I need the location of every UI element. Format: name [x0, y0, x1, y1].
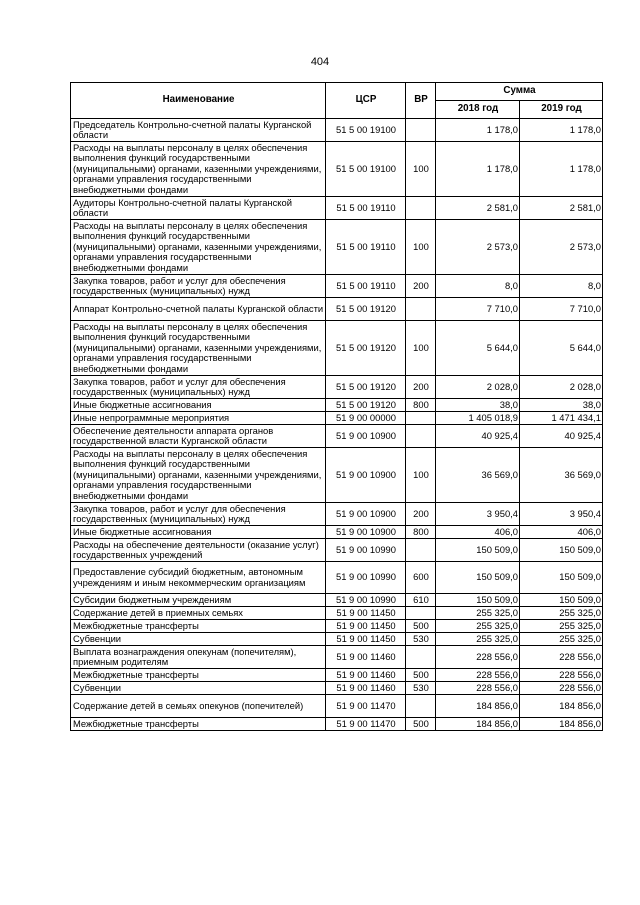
table-row: [71, 607, 603, 620]
row-sum-2018: 228 556,0: [436, 682, 520, 695]
row-sum-2019: 255 325,0: [520, 620, 603, 633]
row-sum-2018: 40 925,4: [436, 425, 520, 448]
row-csr-code: 51 5 00 19100: [326, 119, 406, 142]
row-csr-code: 51 9 00 10900: [326, 448, 406, 503]
table-row: [71, 594, 603, 607]
row-sum-2019: 184 856,0: [520, 695, 603, 718]
row-sum-2018: 2 573,0: [436, 220, 520, 275]
row-vr-code: 200: [406, 376, 436, 399]
row-csr-code: 51 9 00 11470: [326, 695, 406, 718]
row-name: Закупка товаров, работ и услуг для обеспечения государственных (муниципальных) нужд: [71, 503, 326, 526]
row-vr-code: 100: [406, 220, 436, 275]
row-sum-2019: 36 569,0: [520, 448, 603, 503]
row-name: Расходы на выплаты персоналу в целях обеспечения выполнения функций государственными (муниципальными) органами, казенными учреждениями, органами управления государственными внебюджетными фондами: [71, 448, 326, 503]
row-name: Расходы на выплаты персоналу в целях обеспечения выполнения функций государственными (муниципальными) органами, казенными учреждениями, органами управления государственными внебюджетными фондами: [71, 220, 326, 275]
row-name: Субвенции: [71, 682, 326, 695]
table-row: [71, 142, 603, 197]
row-sum-2018: 255 325,0: [436, 633, 520, 646]
row-name: Субвенции: [71, 633, 326, 646]
row-sum-2018: 2 028,0: [436, 376, 520, 399]
row-name: Содержание детей в семьях опекунов (попечителей): [71, 695, 326, 718]
header-sum: Сумма: [436, 83, 603, 101]
row-sum-2018: 184 856,0: [436, 718, 520, 731]
row-name: Председатель Контрольно-счетной палаты Курганской области: [71, 119, 326, 142]
row-vr-code: 530: [406, 633, 436, 646]
row-sum-2019: 2 028,0: [520, 376, 603, 399]
table-row: [71, 220, 603, 275]
row-sum-2018: 228 556,0: [436, 669, 520, 682]
row-csr-code: 51 9 00 10900: [326, 425, 406, 448]
row-csr-code: 51 5 00 19120: [326, 399, 406, 412]
row-vr-code: 500: [406, 620, 436, 633]
row-name: Иные бюджетные ассигнования: [71, 399, 326, 412]
row-csr-code: 51 9 00 10900: [326, 526, 406, 539]
row-csr-code: 51 9 00 00000: [326, 412, 406, 425]
page-number: 404: [310, 56, 330, 68]
row-vr-code: [406, 298, 436, 321]
table-row: [71, 197, 603, 220]
row-sum-2019: 2 573,0: [520, 220, 603, 275]
row-name: Аудиторы Контрольно-счетной палаты Курганской области: [71, 197, 326, 220]
row-sum-2018: 36 569,0: [436, 448, 520, 503]
row-csr-code: 51 9 00 11450: [326, 607, 406, 620]
table-row: [71, 448, 603, 503]
row-sum-2018: 150 509,0: [436, 562, 520, 594]
row-vr-code: 800: [406, 399, 436, 412]
row-sum-2018: 5 644,0: [436, 321, 520, 376]
row-sum-2018: 406,0: [436, 526, 520, 539]
row-csr-code: 51 9 00 10900: [326, 503, 406, 526]
row-sum-2019: 5 644,0: [520, 321, 603, 376]
row-vr-code: 500: [406, 718, 436, 731]
table-row: [71, 695, 603, 718]
row-vr-code: [406, 646, 436, 669]
row-csr-code: 51 9 00 10990: [326, 594, 406, 607]
row-sum-2018: 255 325,0: [436, 620, 520, 633]
table-row: [71, 298, 603, 321]
table-row: [71, 539, 603, 562]
row-vr-code: 200: [406, 503, 436, 526]
row-sum-2019: 7 710,0: [520, 298, 603, 321]
row-name: Предоставление субсидий бюджетным, автономным учреждениям и иным некоммерческим организациям: [71, 562, 326, 594]
row-sum-2019: 150 509,0: [520, 594, 603, 607]
row-vr-code: 600: [406, 562, 436, 594]
row-vr-code: [406, 197, 436, 220]
row-sum-2019: 184 856,0: [520, 718, 603, 731]
table-header: [71, 83, 603, 119]
row-name: Расходы на выплаты персоналу в целях обеспечения выполнения функций государственными (муниципальными) органами, казенными учреждениями, органами управления государственными внебюджетными фондами: [71, 321, 326, 376]
row-vr-code: 610: [406, 594, 436, 607]
row-name: Закупка товаров, работ и услуг для обеспечения государственных (муниципальных) нужд: [71, 376, 326, 399]
table-row: [71, 376, 603, 399]
row-sum-2019: 255 325,0: [520, 633, 603, 646]
row-vr-code: [406, 607, 436, 620]
row-csr-code: 51 5 00 19120: [326, 376, 406, 399]
row-vr-code: 100: [406, 448, 436, 503]
row-sum-2018: 184 856,0: [436, 695, 520, 718]
row-vr-code: [406, 695, 436, 718]
row-name: Межбюджетные трансферты: [71, 620, 326, 633]
row-csr-code: 51 9 00 11460: [326, 646, 406, 669]
row-sum-2019: 1 178,0: [520, 142, 603, 197]
row-sum-2018: 1 405 018,9: [436, 412, 520, 425]
table-row: [71, 425, 603, 448]
row-csr-code: 51 9 00 11460: [326, 682, 406, 695]
row-name: Аппарат Контрольно-счетной палаты Курганской области: [71, 298, 326, 321]
row-sum-2018: 255 325,0: [436, 607, 520, 620]
row-vr-code: 800: [406, 526, 436, 539]
row-name: Выплата вознаграждения опекунам (попечителям), приемным родителям: [71, 646, 326, 669]
row-vr-code: 200: [406, 275, 436, 298]
row-vr-code: 530: [406, 682, 436, 695]
row-sum-2018: 3 950,4: [436, 503, 520, 526]
row-vr-code: [406, 425, 436, 448]
header-year-2018: 2018 год: [436, 101, 520, 119]
table-row: [71, 119, 603, 142]
table-body: [71, 119, 603, 731]
table-row: [71, 275, 603, 298]
table-row: [71, 682, 603, 695]
row-sum-2019: 228 556,0: [520, 646, 603, 669]
table-row: [71, 399, 603, 412]
row-csr-code: 51 5 00 19100: [326, 142, 406, 197]
row-sum-2019: 2 581,0: [520, 197, 603, 220]
row-sum-2018: 1 178,0: [436, 142, 520, 197]
row-sum-2019: 1 471 434,1: [520, 412, 603, 425]
row-name: Иные бюджетные ассигнования: [71, 526, 326, 539]
row-csr-code: 51 9 00 10990: [326, 539, 406, 562]
row-name: Расходы на обеспечение деятельности (оказание услуг) государственных учреждений: [71, 539, 326, 562]
row-sum-2019: 1 178,0: [520, 119, 603, 142]
header-vr: ВР: [406, 83, 436, 119]
row-csr-code: 51 9 00 11450: [326, 633, 406, 646]
row-vr-code: 500: [406, 669, 436, 682]
row-sum-2019: 38,0: [520, 399, 603, 412]
header-csr: ЦСР: [326, 83, 406, 119]
table-row: [71, 646, 603, 669]
row-csr-code: 51 5 00 19120: [326, 321, 406, 376]
header-name: Наименование: [71, 83, 326, 119]
row-sum-2019: 8,0: [520, 275, 603, 298]
row-name: Межбюджетные трансферты: [71, 669, 326, 682]
row-sum-2019: 150 509,0: [520, 562, 603, 594]
row-sum-2018: 38,0: [436, 399, 520, 412]
table-row: [71, 633, 603, 646]
row-name: Иные непрограммные мероприятия: [71, 412, 326, 425]
table-row: [71, 526, 603, 539]
row-sum-2018: 8,0: [436, 275, 520, 298]
row-csr-code: 51 9 00 11460: [326, 669, 406, 682]
row-csr-code: 51 5 00 19120: [326, 298, 406, 321]
table-row: [71, 620, 603, 633]
row-name: Обеспечение деятельности аппарата органов государственной власти Курганской области: [71, 425, 326, 448]
row-sum-2018: 228 556,0: [436, 646, 520, 669]
row-name: Закупка товаров, работ и услуг для обеспечения государственных (муниципальных) нужд: [71, 275, 326, 298]
row-name: Субсидии бюджетным учреждениям: [71, 594, 326, 607]
row-vr-code: [406, 539, 436, 562]
row-sum-2018: 7 710,0: [436, 298, 520, 321]
row-sum-2019: 406,0: [520, 526, 603, 539]
row-name: Расходы на выплаты персоналу в целях обеспечения выполнения функций государственными (муниципальными) органами, казенными учреждениями, органами управления государственными внебюджетными фондами: [71, 142, 326, 197]
row-sum-2019: 228 556,0: [520, 669, 603, 682]
table-row: [71, 669, 603, 682]
row-sum-2018: 1 178,0: [436, 119, 520, 142]
row-csr-code: 51 5 00 19110: [326, 275, 406, 298]
row-csr-code: 51 5 00 19110: [326, 197, 406, 220]
header-year-2019: 2019 год: [520, 101, 603, 119]
row-sum-2018: 150 509,0: [436, 594, 520, 607]
row-sum-2019: 3 950,4: [520, 503, 603, 526]
row-csr-code: 51 9 00 11450: [326, 620, 406, 633]
row-vr-code: 100: [406, 142, 436, 197]
table-row: [71, 718, 603, 731]
budget-table: [70, 82, 603, 731]
table-row: [71, 321, 603, 376]
row-name: Межбюджетные трансферты: [71, 718, 326, 731]
row-vr-code: [406, 412, 436, 425]
row-csr-code: 51 5 00 19110: [326, 220, 406, 275]
row-sum-2019: 150 509,0: [520, 539, 603, 562]
table-row: [71, 412, 603, 425]
row-sum-2019: 228 556,0: [520, 682, 603, 695]
row-vr-code: [406, 119, 436, 142]
row-csr-code: 51 9 00 11470: [326, 718, 406, 731]
table-row: [71, 503, 603, 526]
row-name: Содержание детей в приемных семьях: [71, 607, 326, 620]
row-sum-2019: 255 325,0: [520, 607, 603, 620]
row-sum-2019: 40 925,4: [520, 425, 603, 448]
table-row: [71, 562, 603, 594]
row-sum-2018: 150 509,0: [436, 539, 520, 562]
row-csr-code: 51 9 00 10990: [326, 562, 406, 594]
row-sum-2018: 2 581,0: [436, 197, 520, 220]
row-vr-code: 100: [406, 321, 436, 376]
